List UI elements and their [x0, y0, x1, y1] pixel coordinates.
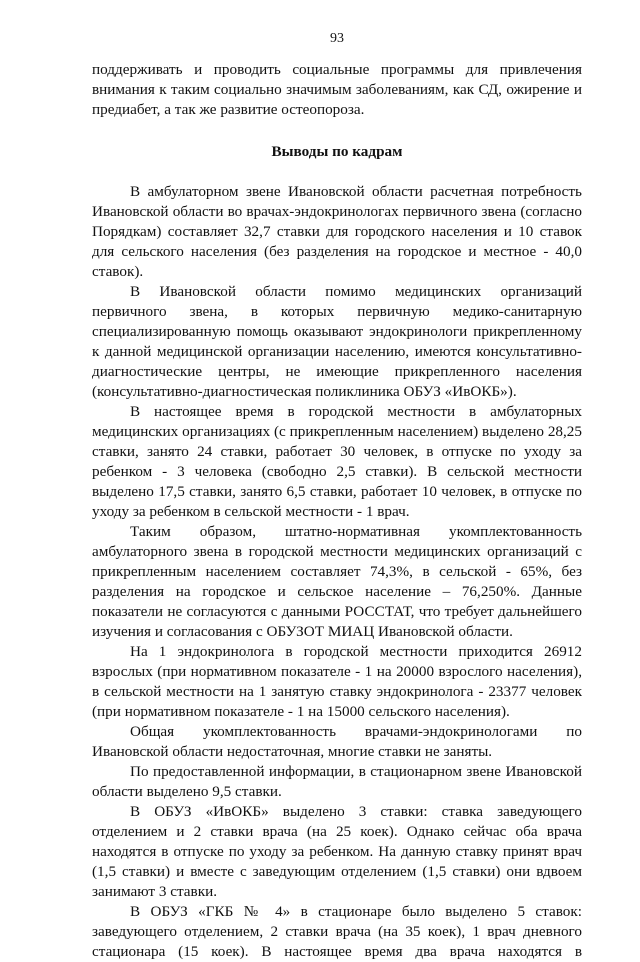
paragraph-gkb4: В ОБУЗ «ГКБ № 4» в стационаре было выделено 5 ставок: заведующего отделением, 2 ставки врача (на 35 коек), 1 врач дневного стационара (15 коек). В настоящее время два врача находятся в [92, 903, 582, 960]
paragraph-staffing-need: В амбулаторном звене Ивановской области расчетная потребность Ивановской области во врачах-эндокринологах первичного звена (согласно Порядкам) составляет 32,7 ставки для городского населения и 10 ставок для сельского населения (без разделения на городское и местное - 40,0 ставок). [92, 183, 582, 280]
section-title: Выводы по кадрам [271, 143, 403, 160]
paragraph-current-staff: В настоящее время в городской местности в амбулаторных медицинских организациях (с прикрепленным населением) выделено 28,25 ставки, занято 24 ставки, работает 30 человек, в отпуске по уходу за ребенком - 3 человека (свободно 2,5 ставки). В сельской местности выделено 17,5 ставки, занято 6,5 ставки, работает 10 человек, в отпуске по уходу за ребенком в сельской местности - 1 врач. [92, 403, 582, 520]
paragraph-inpatient-rates: По предоставленной информации, в стационарном звене Ивановской области выделено 9,5 ставки. [92, 763, 582, 800]
paragraph-overall-staffing: Общая укомплектованность врачами-эндокринологами по Ивановской области недостаточная, многие ставки не заняты. [92, 723, 582, 760]
page-number: 93 [330, 31, 344, 46]
paragraph-ivokb: В ОБУЗ «ИвОКБ» выделено 3 ставки: ставка заведующего отделением и 2 ставки врача (на 25 коек). Однако сейчас оба врача находятся в отпуске по уходу за ребенком. На данную ставку принят врач (1,5 ставки) и вместе с заведующим отделением (1,5 ставки) они вдвоем занимают 3 ставки. [92, 803, 582, 900]
document-body [92, 60, 582, 962]
paragraph-consultative-centers: В Ивановской области помимо медицинских организаций первичного звена, в которых первичную медико-санитарную специализированную помощь оказывают эндокринологи прикрепленному к данной медицинской организации населению, имеются консультативно-диагностические центры, не имеющие прикрепленного населения (консультативно-диагностическая поликлиника ОБУЗ «ИвОКБ»). [92, 283, 582, 400]
paragraph-population-per-doctor: На 1 эндокринолога в городской местности приходится 26912 взрослых (при нормативном показателе - 1 на 20000 взрослого населения), в сельской местности на 1 занятую ставку эндокринолога - 23377 человек (при нормативном показателе - 1 на 15000 сельского населения). [92, 643, 582, 720]
intro-paragraph: поддерживать и проводить социальные программы для привлечения внимания к таким социально значимым заболеваниям, как СД, ожирение и предиабет, а так же развитие остеопороза. [92, 61, 582, 118]
paragraph-staffing-level: Таким образом, штатно-нормативная укомплектованность амбулаторного звена в городской местности медицинских организаций с прикрепленным населением составляет 74,3%, в сельской - 65%, без разделения на городское и сельское население – 76,250%. Данные показатели не согласуются с данными РОССТАТ, что требует дальнейшего изучения и согласования с ОБУЗОТ МИАЦ Ивановской области. [92, 523, 582, 640]
